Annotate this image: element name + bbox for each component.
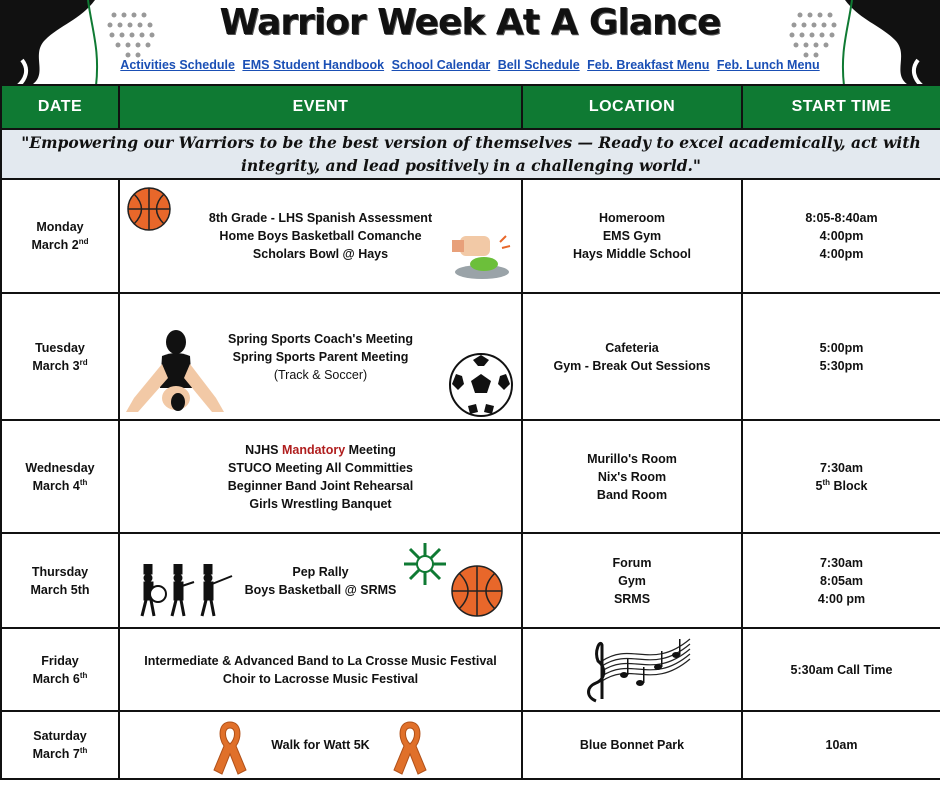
location-cell — [522, 533, 742, 628]
table-row — [1, 293, 940, 420]
location-line: Gym - Break Out Sessions — [553, 358, 711, 373]
day-name: Thursday — [31, 564, 89, 579]
event-line: STUCO Meeting All Committies — [228, 460, 413, 475]
time-line: 8:05am — [819, 573, 864, 588]
link-activities-schedule[interactable]: Activities Schedule — [120, 58, 235, 72]
event-line: Choir to Lacrosse Music Festival — [222, 671, 419, 686]
day-name: Monday — [36, 220, 84, 234]
location-line: Homeroom — [599, 211, 665, 225]
link-school-calendar[interactable]: School Calendar — [391, 58, 491, 72]
time-line: 5th Block — [815, 477, 868, 493]
time-line: 5:30pm — [819, 358, 864, 373]
location-cell — [522, 293, 742, 420]
date-cell — [1, 293, 119, 420]
column-header-event: EVENT — [119, 85, 522, 129]
time-line: 4:00 pm — [817, 591, 866, 606]
date-cell — [1, 628, 119, 711]
event-line: (Track & Soccer) — [273, 367, 368, 382]
event-cell — [119, 628, 522, 711]
time-cell — [742, 533, 940, 628]
event-line: Walk for Watt 5K — [271, 738, 370, 752]
event-cell — [119, 293, 522, 420]
day-date: March 4th — [32, 477, 88, 493]
day-name: Tuesday — [35, 340, 85, 355]
event-line: Spring Sports Coach's Meeting — [228, 331, 413, 346]
soccer-ball-icon — [448, 352, 514, 418]
event-line: Scholars Bowl @ Hays — [252, 247, 389, 261]
event-line: NJHS Mandatory Meeting — [245, 442, 396, 457]
time-cell — [742, 711, 940, 779]
time-line: 4:00pm — [819, 247, 864, 261]
time-cell — [742, 628, 940, 711]
column-header-location: LOCATION — [522, 85, 742, 129]
link-student-handbook[interactable]: EMS Student Handbook — [242, 58, 385, 72]
time-line: 7:30am — [819, 555, 864, 570]
location-cell — [522, 711, 742, 779]
link-lunch-menu[interactable]: Feb. Lunch Menu — [716, 58, 820, 72]
location-cell — [522, 628, 742, 711]
column-header-date: DATE — [1, 85, 119, 129]
date-cell — [1, 711, 119, 779]
music-notes-icon — [572, 631, 692, 703]
event-line: Beginner Band Joint Rehearsal — [227, 478, 414, 493]
day-date: March 7th — [32, 745, 88, 761]
location-line: Cafeteria — [605, 340, 659, 355]
time-line: 10am — [825, 738, 858, 752]
table-row — [1, 179, 940, 293]
day-name: Wednesday — [25, 460, 95, 475]
location-line: Gym — [618, 573, 646, 588]
location-line: Nix's Room — [597, 469, 667, 484]
location-line: Hays Middle School — [572, 247, 692, 261]
mandatory-label: Mandatory — [281, 442, 346, 457]
event-cell — [119, 179, 522, 293]
link-breakfast-menu[interactable]: Feb. Breakfast Menu — [587, 58, 710, 72]
page-title: Warrior Week At A Glance — [219, 2, 721, 43]
table-row — [1, 420, 940, 533]
time-line: 8:05-8:40am — [805, 211, 878, 225]
table-row — [1, 533, 940, 628]
day-date: March 3rd — [32, 357, 88, 373]
mission-quote: "Empowering our Warriors to be the best version of themselves — Ready to excel academically, act with integrity, and lead positively in a challenging world." — [1, 129, 940, 179]
buzzer-icon — [452, 232, 512, 282]
column-header-start-time: START TIME — [742, 85, 940, 129]
basketball-icon — [450, 564, 504, 618]
pom-pom-icon — [402, 542, 448, 586]
date-cell — [1, 533, 119, 628]
event-line: Spring Sports Parent Meeting — [232, 349, 409, 364]
day-name: Saturday — [33, 729, 87, 743]
mission-quote-row — [1, 129, 940, 179]
table-row — [1, 628, 940, 711]
basketball-icon — [126, 186, 172, 232]
event-line: Boys Basketball @ SRMS — [244, 582, 397, 597]
location-line: Band Room — [596, 487, 668, 502]
date-cell — [1, 179, 119, 293]
location-cell — [522, 179, 742, 293]
time-line: 5:00pm — [819, 340, 864, 355]
time-line: 4:00pm — [819, 229, 864, 243]
location-line: Blue Bonnet Park — [579, 738, 685, 752]
event-line: Home Boys Basketball Comanche — [219, 229, 422, 243]
location-line: Forum — [612, 555, 652, 570]
marching-band-icon — [140, 564, 236, 618]
time-cell — [742, 420, 940, 533]
event-cell — [119, 420, 522, 533]
orange-ribbon-icon — [212, 718, 248, 776]
location-line: Murillo's Room — [587, 451, 677, 466]
link-bell-schedule[interactable]: Bell Schedule — [497, 58, 580, 72]
event-line: 8th Grade - LHS Spanish Assessment — [208, 211, 433, 225]
event-line: Intermediate & Advanced Band to La Crosse Music Festival — [144, 653, 497, 668]
time-line: 7:30am — [819, 460, 864, 475]
day-date: March 2nd — [31, 236, 89, 252]
location-line: SRMS — [613, 591, 651, 606]
location-cell — [522, 420, 742, 533]
quick-links — [0, 58, 940, 72]
event-line: Girls Wrestling Banquet — [249, 496, 392, 511]
table-header-row — [1, 85, 940, 129]
runner-icon — [124, 328, 228, 416]
day-name: Friday — [41, 653, 79, 668]
day-date: March 6th — [32, 670, 88, 686]
event-line: Pep Rally — [292, 564, 349, 579]
time-cell — [742, 179, 940, 293]
location-line: EMS Gym — [602, 229, 662, 243]
date-cell — [1, 420, 119, 533]
event-cell — [119, 711, 522, 779]
orange-ribbon-icon — [392, 718, 428, 776]
schedule-table — [0, 84, 940, 780]
time-line: 5:30am Call Time — [790, 662, 893, 677]
day-date: March 5th — [30, 582, 90, 597]
event-cell — [119, 533, 522, 628]
time-cell — [742, 293, 940, 420]
table-row — [1, 711, 940, 779]
